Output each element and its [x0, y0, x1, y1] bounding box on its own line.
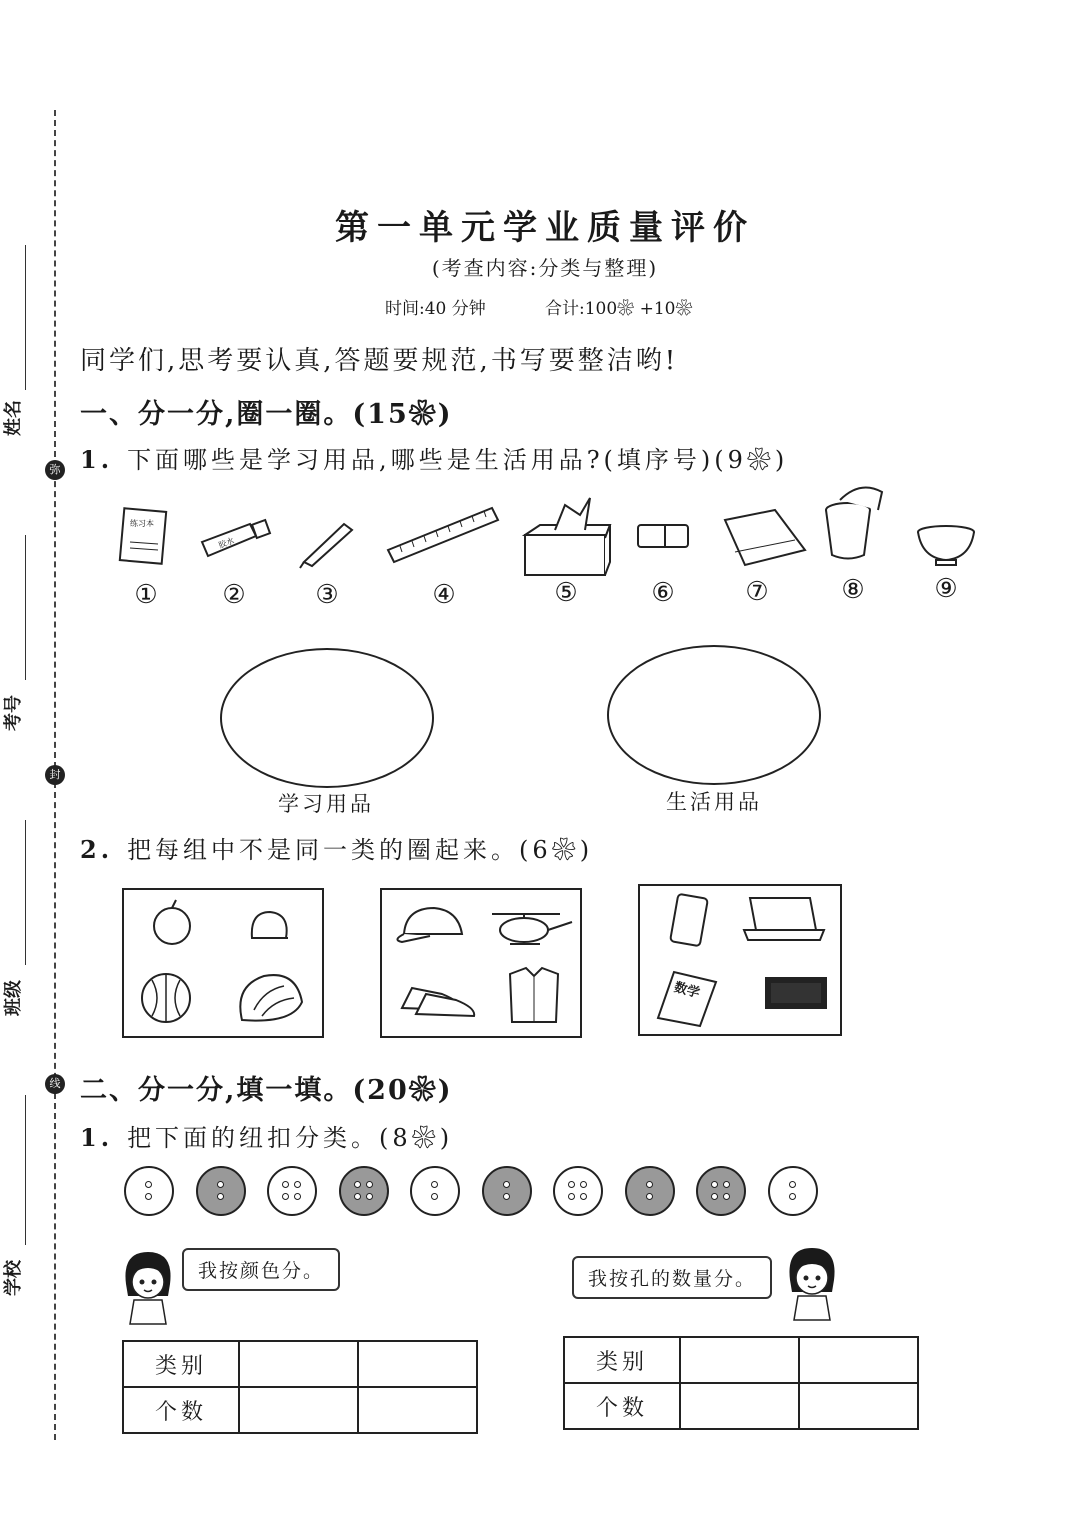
seal-marker-3: 线 [45, 1074, 65, 1094]
shirt-icon [510, 968, 558, 1022]
buttons-row [124, 1166, 824, 1220]
button-hole [711, 1181, 718, 1188]
button-3-white-4-holes [267, 1166, 317, 1216]
math-book-label: 数学 [672, 980, 702, 1002]
question-text: 把下面的纽扣分类。(8❀) [127, 1124, 454, 1152]
item-number-3: ③ [315, 580, 339, 610]
group-box-items[interactable] [380, 888, 582, 1038]
button-5-white-2-holes [410, 1166, 460, 1216]
math-book-icon [658, 972, 716, 1026]
button-10-white-2-holes [768, 1166, 818, 1216]
button-hole [568, 1181, 575, 1188]
helicopter-icon [492, 914, 572, 944]
girl-left-illustration [118, 1248, 178, 1328]
button-hole [646, 1193, 653, 1200]
seal-marker-1: 弥 [45, 460, 65, 480]
button-hole [366, 1181, 373, 1188]
button-hole [354, 1193, 361, 1200]
eraser-icon [638, 525, 688, 547]
group-box-devices[interactable] [638, 884, 842, 1036]
cap-icon [397, 908, 462, 942]
study-supplies-oval[interactable] [220, 648, 434, 788]
button-7-white-4-holes [553, 1166, 603, 1216]
page-subtitle: (考查内容:分类与整理) [431, 256, 659, 280]
button-hole [294, 1193, 301, 1200]
item-number-4: ④ [432, 580, 456, 610]
group-food-drawings [124, 890, 322, 1036]
button-hole [282, 1181, 289, 1188]
button-hole [723, 1181, 730, 1188]
question-text: 下面哪些是学习用品,哪些是生活用品?(填序号)(9❀) [127, 446, 789, 474]
peach-icon [252, 912, 288, 938]
button-6-gray-2-holes [482, 1166, 532, 1216]
item-number-8: ⑧ [841, 575, 865, 605]
question-2-1 [80, 1118, 453, 1153]
button-1-white-2-holes [124, 1166, 174, 1216]
button-hole [431, 1181, 438, 1188]
button-hole [282, 1193, 289, 1200]
watermelon-icon [142, 974, 190, 1022]
item-number-1: ① [134, 580, 158, 610]
button-hole [503, 1181, 510, 1188]
question-number: 1. [80, 445, 114, 474]
girl-right-illustration [782, 1244, 842, 1324]
school-and-daily-items [100, 480, 1000, 590]
table-header-count: 个数 [564, 1383, 680, 1429]
exam-total-score: 合计:100❀ +10❀ [545, 299, 693, 319]
apple-icon [154, 900, 190, 944]
study-supplies-label: 学习用品 [278, 792, 374, 816]
glue-tube-icon [202, 520, 270, 556]
sidebar-label-exam-number: 考号 [3, 695, 24, 731]
button-hole [145, 1193, 152, 1200]
question-number: 1. [80, 1123, 114, 1152]
notebook-icon [120, 508, 166, 563]
table-cell[interactable] [358, 1341, 477, 1387]
button-8-gray-2-holes [625, 1166, 675, 1216]
button-hole [431, 1193, 438, 1200]
button-hole [145, 1181, 152, 1188]
tally-table-color [122, 1340, 478, 1434]
question-number: 2. [80, 835, 114, 864]
table-header-category: 类别 [564, 1337, 680, 1383]
item-number-9: ⑨ [934, 574, 958, 604]
sidebar-label-school: 学校 [3, 1260, 24, 1296]
table-cell[interactable] [799, 1337, 918, 1383]
phone-icon [670, 894, 708, 946]
bowl-icon [918, 526, 974, 565]
daily-supplies-label: 生活用品 [666, 790, 762, 814]
button-hole [723, 1193, 730, 1200]
pen-icon [300, 524, 352, 568]
section1-heading: 一、分一分,圈一圈。(15❀) [80, 399, 453, 430]
button-hole [568, 1193, 575, 1200]
table-header-category: 类别 [123, 1341, 239, 1387]
button-hole [646, 1181, 653, 1188]
button-hole [217, 1193, 224, 1200]
speech-bubble-color: 我按颜色分。 [182, 1248, 340, 1291]
ruler-icon [388, 508, 498, 562]
button-hole [366, 1193, 373, 1200]
button-4-gray-4-holes [339, 1166, 389, 1216]
intro-text: 同学们,思考要认真,答题要规范,书写要整洁哟! [80, 346, 679, 376]
group-items-drawings [382, 890, 580, 1036]
question-1-1 [80, 440, 788, 475]
table-cell[interactable] [799, 1383, 918, 1429]
towel-icon [725, 510, 805, 565]
button-hole [789, 1193, 796, 1200]
laptop-icon [744, 898, 824, 940]
button-hole [789, 1181, 796, 1188]
tissue-box-icon [525, 498, 610, 575]
monitor-icon [766, 978, 826, 1008]
button-hole [354, 1181, 361, 1188]
group-box-food[interactable] [122, 888, 324, 1038]
bucket-icon [826, 488, 882, 559]
table-cell[interactable] [680, 1337, 799, 1383]
table-cell[interactable] [239, 1387, 358, 1433]
button-2-gray-2-holes [196, 1166, 246, 1216]
item-number-7: ⑦ [745, 577, 769, 607]
button-9-gray-4-holes [696, 1166, 746, 1216]
question-text: 把每组中不是同一类的圈起来。(6❀) [127, 836, 594, 864]
button-hole [217, 1181, 224, 1188]
sidebar-label-name: 姓名 [3, 400, 24, 436]
item-number-6: ⑥ [651, 578, 675, 608]
sneakers-icon [402, 988, 474, 1016]
table-header-count: 个数 [123, 1387, 239, 1433]
glue-tube-label: 胶水 [217, 536, 236, 551]
table-cell[interactable] [680, 1383, 799, 1429]
group-devices-drawings [640, 886, 840, 1034]
class-write-line[interactable] [25, 820, 26, 965]
tally-table-holes [563, 1336, 919, 1430]
exam-number-write-line[interactable] [25, 535, 26, 680]
button-hole [294, 1181, 301, 1188]
table-cell[interactable] [358, 1387, 477, 1433]
exam-time: 时间:40 分钟 [385, 299, 486, 319]
cabbage-icon [240, 975, 302, 1021]
school-write-line[interactable] [25, 1095, 26, 1245]
sidebar-label-class: 班级 [3, 980, 24, 1016]
item-number-2: ② [222, 580, 246, 610]
speech-bubble-holes: 我按孔的数量分。 [572, 1256, 772, 1299]
button-hole [580, 1193, 587, 1200]
button-hole [503, 1193, 510, 1200]
section2-heading: 二、分一分,填一填。(20❀) [80, 1075, 453, 1106]
question-1-2 [80, 830, 593, 865]
page-title: 第一单元学业质量评价 [335, 208, 755, 248]
notebook-label: 练习本 [130, 519, 154, 528]
seal-marker-2: 封 [45, 765, 65, 785]
button-hole [711, 1193, 718, 1200]
table-cell[interactable] [239, 1341, 358, 1387]
button-hole [580, 1181, 587, 1188]
daily-supplies-oval[interactable] [607, 645, 821, 785]
item-number-5: ⑤ [554, 578, 578, 608]
